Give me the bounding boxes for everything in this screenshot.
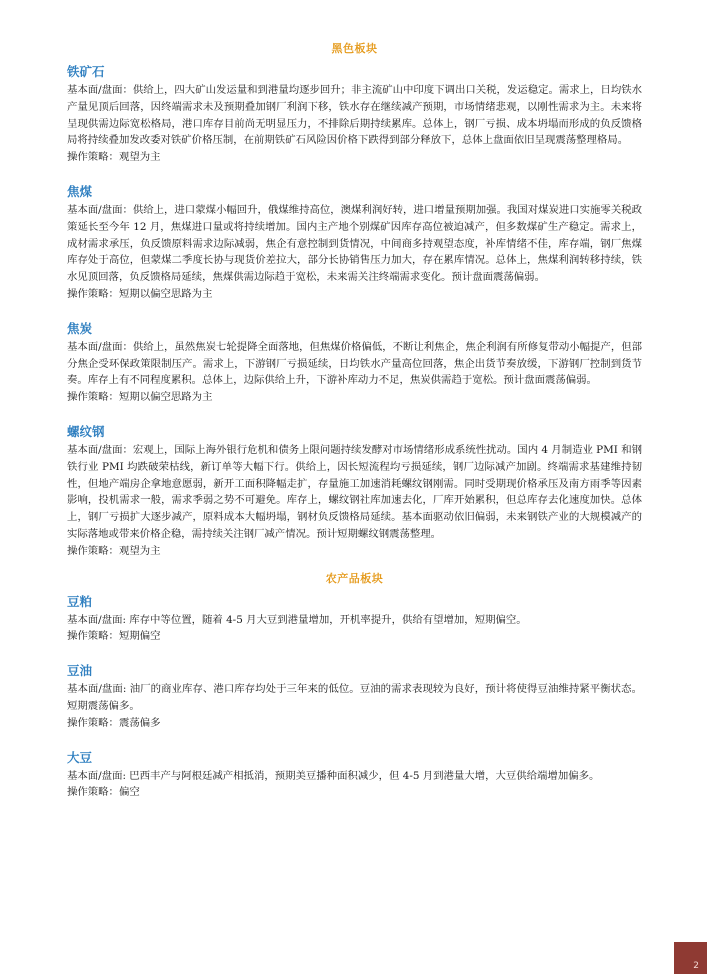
commodity-rebar xyxy=(67,422,642,560)
section-title: 黑色板块 xyxy=(331,42,378,55)
commodity-coke xyxy=(67,319,642,406)
commodity-analysis: 基本面/盘面：供给上，进口蒙煤小幅回升，俄煤维持高位，澳煤利润好转，进口增量预期加强。我国对煤炭进口实施零关税政策延长至今年 12 月，焦煤进口量或将持续增加。国内主产地个别煤矿因库存高位被迫减产，但多数煤矿生产稳定。需求上，成材需求承压，负反馈原料需求边际减弱，焦企有意控制到货情况，中间商多持观望态度，补库情绪不佳，库存端，钢厂焦煤库存处于高位，但蒙煤二季度长协与现货价差拉大，部分长协销售压力加大，存在累库情况。总体上，焦煤利润转移持续，铁水见顶回落，负反馈格局延续，焦煤供需边际趋于宽松，未来需关注终端需求变化。预计盘面震荡偏弱。 xyxy=(67,203,642,284)
commodity-analysis: 基本面/盘面：供给上，虽然焦炭七轮提降全面落地，但焦煤价格偏低，不断让利焦企，焦企利润有所修复带动小幅提产，但部分焦企受环保政策限制压产。需求上，下游钢厂亏损延续，日均铁水产量高位回落，焦企出货节奏放缓，下游钢厂控制到货节奏。库存上有不同程度累积。总体上，边际供给上升，下游补库动力不足，焦炭供需趋于宽松。预计盘面震荡偏弱。 xyxy=(67,340,642,387)
commodity-title: 豆油 xyxy=(67,663,93,679)
commodity-strategy: 操作策略：观望为主 xyxy=(67,544,161,557)
section-agri xyxy=(67,570,642,802)
commodity-title: 豆粕 xyxy=(67,593,93,609)
commodity-strategy: 操作策略：震荡偏多 xyxy=(67,716,161,729)
section-title: 农产品板块 xyxy=(325,571,384,585)
commodity-strategy: 操作策略：观望为主 xyxy=(67,151,161,164)
commodity-title: 铁矿石 xyxy=(67,64,105,79)
report-page xyxy=(67,40,642,817)
commodity-strategy: 操作策略：短期以偏空思路为主 xyxy=(67,287,213,300)
commodity-iron-ore xyxy=(67,62,642,166)
commodity-analysis: 基本面/盘面：供给上，四大矿山发运量和到港量均逐步回升；非主流矿山中印度下调出口关税，发运稳定。需求上，日均铁水产量见顶后回落，因终端需求未及预期叠加钢厂利润下移，铁水存在继续减产预期，市场情绪悲观，以刚性需求为主。未来将呈现供需边际宽松格局，港口库存目前尚无明显压力，不排除后期持续累库。总体上，钢厂亏损、成本坍塌而形成的负反馈格局将持续叠加发改委对铁矿价格压制，在前期铁矿石风险因价格下跌得到部分释放下，总体上盘面依旧呈现震荡整理格局。 xyxy=(67,84,642,147)
commodity-soymeal xyxy=(67,592,642,646)
commodity-strategy: 操作策略：短期以偏空思路为主 xyxy=(67,391,213,404)
commodity-soyoil xyxy=(67,661,642,731)
commodity-title: 大豆 xyxy=(67,749,93,765)
section-black xyxy=(67,40,642,560)
commodity-analysis: 基本面/盘面: 油厂的商业库存、港口库存均处于三年来的低位。豆油的需求表现较为良好，预计将使得豆油维持紧平衡状态。短期震荡偏多。 xyxy=(67,683,642,712)
commodity-strategy: 操作策略：短期偏空 xyxy=(67,630,161,643)
commodity-coking-coal xyxy=(67,182,642,303)
commodity-analysis: 基本面/盘面: 巴西丰产与阿根廷减产相抵消，预期美豆播种面积减少，但 4-5 月到港量大增，大豆供给端增加偏多。 xyxy=(67,769,600,782)
commodity-title: 螺纹钢 xyxy=(67,423,105,439)
commodity-analysis: 基本面/盘面：宏观上，国际上海外银行危机和债务上限问题持续发酵对市场情绪形成系统性扰动。国内 4 月制造业 PMI 和钢铁行业 PMI 均跌破荣枯线，新订单等大幅下行。供给上，因长短流程均亏损延续，钢厂边际减产加剧。终端需求基建维持韧性，但地产端房企拿地意愿弱，新开工面积降幅走扩，存量施工加速消耗螺纹钢刚需。同时受期现价格承压及南方雨季等因素影响，投机需求一般，需求季弱之势不可避免。库存上，螺纹钢社库加速去化，厂库开始累积，但总库存去化速度加快。总体上，钢厂亏损扩大逐步减产，原料成本大幅坍塌，钢材负反馈格局延续。基本面驱动依旧偏弱，未来钢铁产业的大规模减产的实际落地或带来价格企稳，需持续关注钢厂减产情况。预计短期螺纹钢震荡整理。 xyxy=(67,443,642,540)
commodity-title: 焦炭 xyxy=(67,320,93,336)
commodity-analysis: 基本面/盘面: 库存中等位置，随着 4-5 月大豆到港量增加，开机率提升，供给有望增加，短期偏空。 xyxy=(67,613,527,626)
page-number: 2 xyxy=(693,961,699,971)
page-number-badge xyxy=(674,942,707,974)
commodity-title: 焦煤 xyxy=(67,183,93,199)
commodity-soybean xyxy=(67,748,642,802)
commodity-strategy: 操作策略：偏空 xyxy=(67,786,140,799)
